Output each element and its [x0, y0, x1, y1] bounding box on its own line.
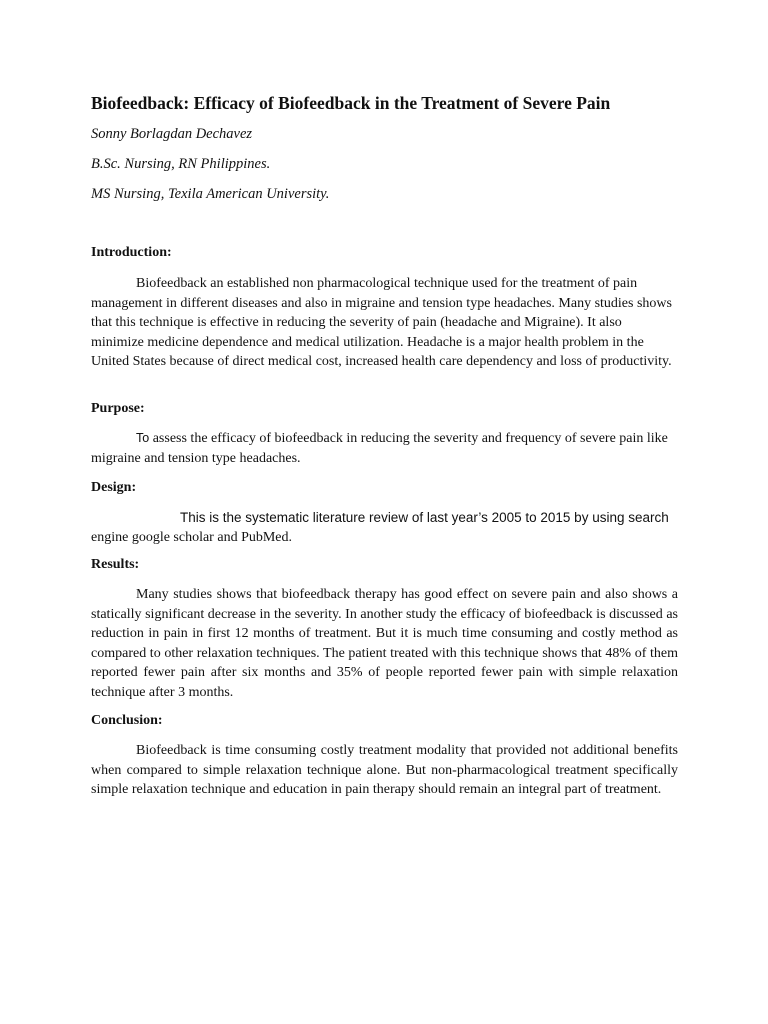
document-title: Biofeedback: Efficacy of Biofeedback in the Treatment of Severe Pain [91, 93, 611, 113]
conclusion-body: Biofeedback is time consuming costly treatment modality that provided not additional benefits when compared to simple relaxation technique alone. But non-pharmacological treatment specifically simple relaxation technique and education in pain therapy should remain an integral part of treatment. [91, 743, 678, 798]
purpose-body-text: assess the efficacy of biofeedback in reducing the severity and frequency of severe pain like migraine and tension type headaches. [91, 431, 668, 466]
conclusion-heading: Conclusion: [91, 713, 163, 728]
results-heading: Results: [91, 557, 140, 572]
author-name: Sonny Borlagdan Dechavez [91, 126, 253, 142]
introduction-heading: Introduction: [91, 245, 172, 260]
purpose-lead-word: To [136, 431, 150, 445]
purpose-body [91, 429, 678, 468]
author-credential-degree: B.Sc. Nursing, RN Philippines. [91, 156, 271, 172]
introduction-body: Biofeedback an established non pharmacological technique used for the treatment of pain management in different diseases and also in migraine and tension type headaches. Many studies shows that this technique is effective in reducing the severity of pain (headache and Migraine). It also minimize medicine dependence and medical utilization. Headache is a major health problem in the United States because of direct medical cost, increased health care dependency and loss of productivity. [91, 276, 672, 370]
author-credential-university: MS Nursing, Texila American University. [91, 186, 330, 202]
design-body-first-line: This is the systematic literature review of last year’s 2005 to 2015 by using search [180, 510, 669, 525]
design-body-rest: engine google scholar and PubMed. [91, 529, 293, 545]
design-heading: Design: [91, 480, 137, 495]
results-body: Many studies shows that biofeedback therapy has good effect on severe pain and also shows a statically significant decrease in the severity. In another study the efficacy of biofeedback is discussed as reduction in pain in first 12 months of treatment. But it is much time consuming and costly method as compared to other relaxation techniques. The patient treated with this technique shows that 48% of them reported fewer pain after six months and 35% of people reported fewer pain with simple relaxation technique after 3 months. [91, 587, 678, 700]
design-body [91, 508, 678, 547]
purpose-heading: Purpose: [91, 401, 145, 416]
